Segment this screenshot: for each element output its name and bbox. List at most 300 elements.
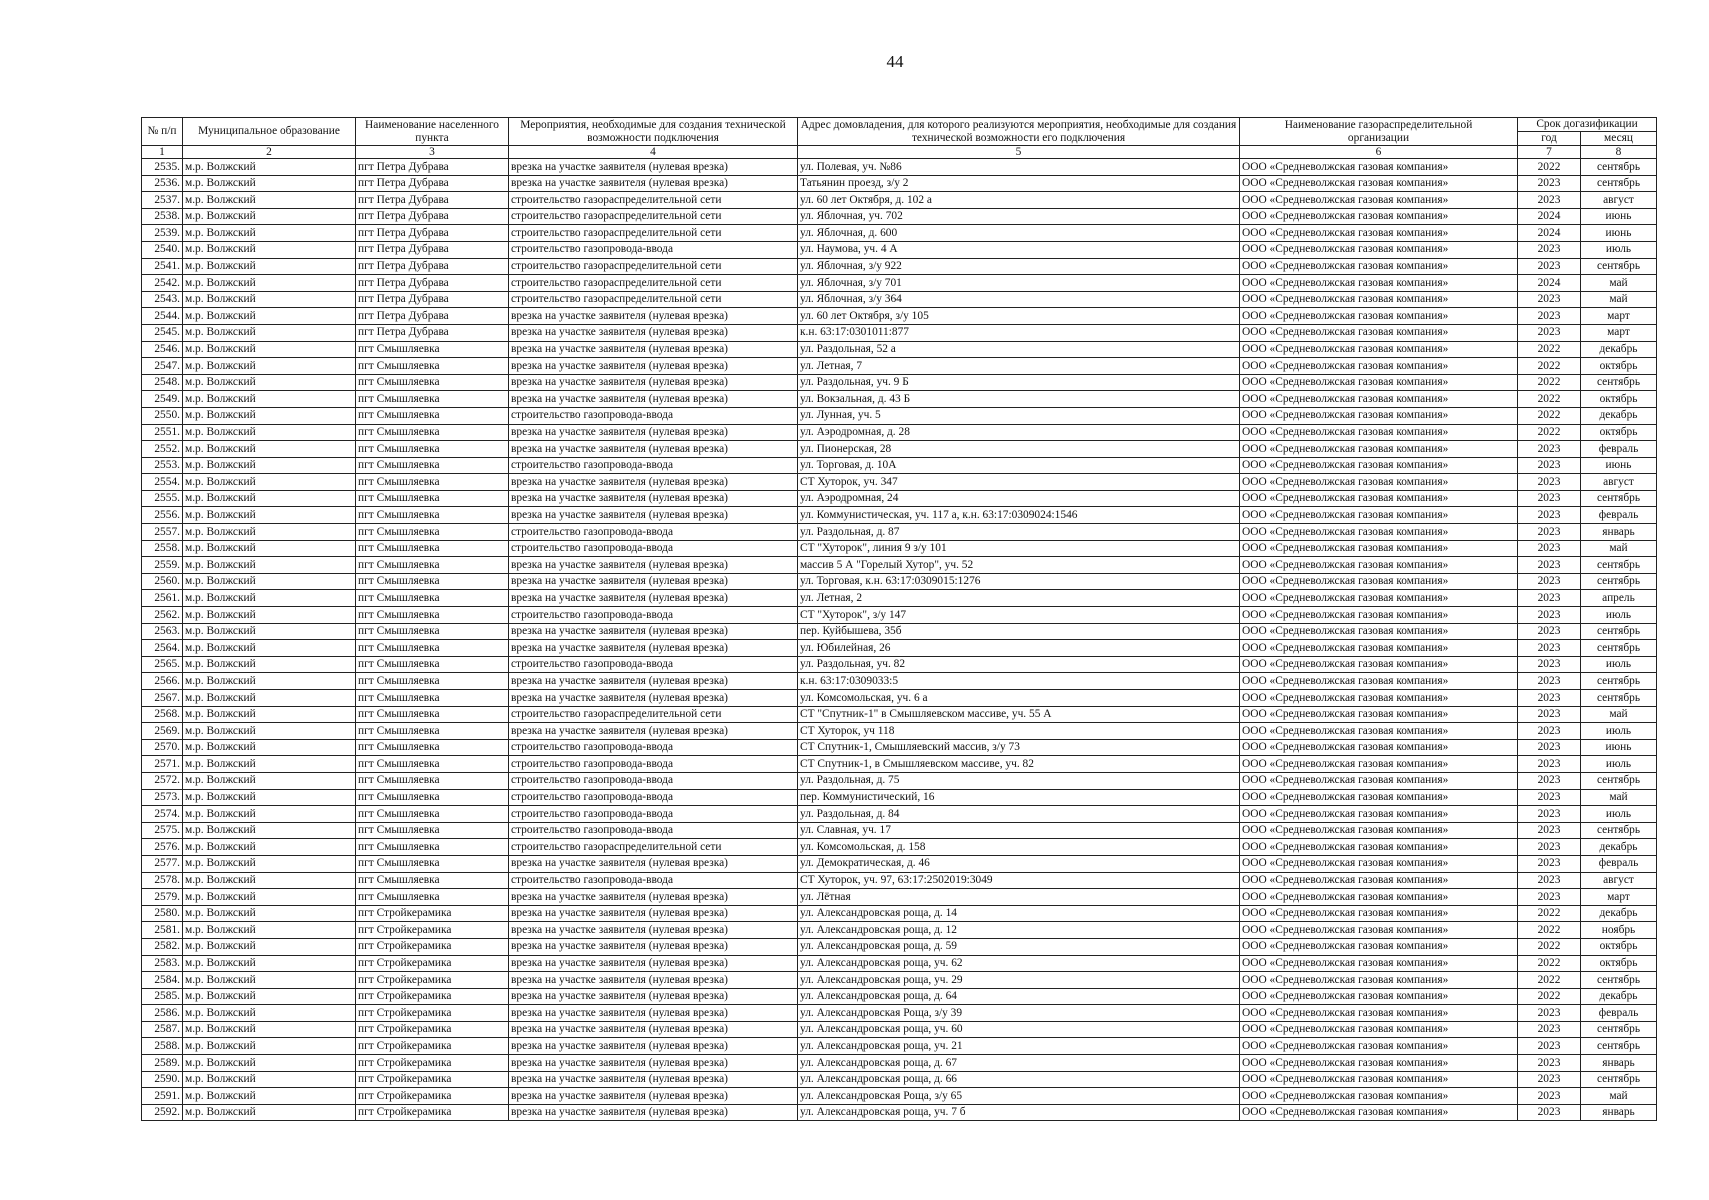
table-row [142,573,1657,590]
address-cell: СТ Хуторок, уч. 97, 63:17:2502019:3049 [798,872,1240,889]
year-cell: 2023 [1518,607,1581,624]
row-number: 2582. [142,938,183,955]
address-cell: СТ "Спутник-1" в Смышляевском массиве, уч. 55 А [798,706,1240,723]
measures-cell: врезка на участке заявителя (нулевая врезка) [509,623,798,640]
municipality-cell: м.р. Волжский [183,756,356,773]
municipality-cell: м.р. Волжский [183,656,356,673]
table-row [142,839,1657,856]
address-cell: СТ Хуторок, уч 118 [798,723,1240,740]
row-number: 2557. [142,524,183,541]
org-cell: ООО «Средневолжская газовая компания» [1240,1005,1518,1022]
year-cell: 2022 [1518,988,1581,1005]
org-cell: ООО «Средневолжская газовая компания» [1240,374,1518,391]
org-cell: ООО «Средневолжская газовая компания» [1240,507,1518,524]
month-cell: сентябрь [1581,1071,1657,1088]
month-cell: июль [1581,756,1657,773]
month-cell: август [1581,192,1657,209]
address-cell: ул. Юбилейная, 26 [798,640,1240,657]
row-number: 2556. [142,507,183,524]
municipality-cell: м.р. Волжский [183,673,356,690]
measures-cell: строительство газопровода-ввода [509,739,798,756]
municipality-cell: м.р. Волжский [183,690,356,707]
year-cell: 2024 [1518,275,1581,292]
row-number: 2564. [142,640,183,657]
row-number: 2589. [142,1055,183,1072]
org-cell: ООО «Средневолжская газовая компания» [1240,607,1518,624]
table-row [142,1021,1657,1038]
settlement-cell: пгт Стройкерамика [356,955,509,972]
row-number: 2563. [142,623,183,640]
org-cell: ООО «Средневолжская газовая компания» [1240,673,1518,690]
settlement-cell: пгт Петра Дубрава [356,225,509,242]
address-cell: ул. Александровская роща, уч. 21 [798,1038,1240,1055]
address-cell: ул. Славная, уч. 17 [798,822,1240,839]
year-cell: 2023 [1518,806,1581,823]
org-cell: ООО «Средневолжская газовая компания» [1240,275,1518,292]
year-cell: 2023 [1518,308,1581,325]
month-cell: сентябрь [1581,822,1657,839]
measures-cell: врезка на участке заявителя (нулевая врезка) [509,441,798,458]
table-row [142,706,1657,723]
month-cell: февраль [1581,1005,1657,1022]
row-number: 2546. [142,341,183,358]
municipality-cell: м.р. Волжский [183,1021,356,1038]
measures-cell: врезка на участке заявителя (нулевая врезка) [509,1055,798,1072]
address-cell: ул. Раздольная, уч. 82 [798,656,1240,673]
month-cell: июль [1581,607,1657,624]
measures-cell: строительство газораспределительной сети [509,291,798,308]
month-cell: декабрь [1581,988,1657,1005]
measures-cell: врезка на участке заявителя (нулевая врезка) [509,988,798,1005]
address-cell: ул. Комсомольская, д. 158 [798,839,1240,856]
measures-cell: врезка на участке заявителя (нулевая врезка) [509,1088,798,1105]
table-body [142,159,1657,1121]
settlement-cell: пгт Смышляевка [356,391,509,408]
table-row [142,441,1657,458]
org-cell: ООО «Средневолжская газовая компания» [1240,889,1518,906]
municipality-cell: м.р. Волжский [183,490,356,507]
month-cell: сентябрь [1581,159,1657,176]
org-cell: ООО «Средневолжская газовая компания» [1240,557,1518,574]
municipality-cell: м.р. Волжский [183,358,356,375]
org-cell: ООО «Средневолжская газовая компания» [1240,789,1518,806]
column-number: 2 [183,146,356,159]
municipality-cell: м.р. Волжский [183,1088,356,1105]
address-cell: массив 5 А "Горелый Хутор", уч. 52 [798,557,1240,574]
org-cell: ООО «Средневолжская газовая компания» [1240,972,1518,989]
month-cell: сентябрь [1581,175,1657,192]
month-cell: май [1581,1088,1657,1105]
header-num: № п/п [142,118,183,146]
table-row [142,358,1657,375]
address-cell: ул. Коммунистическая, уч. 117 а, к.н. 63:17:0309024:1546 [798,507,1240,524]
year-cell: 2023 [1518,872,1581,889]
table-row [142,690,1657,707]
municipality-cell: м.р. Волжский [183,474,356,491]
address-cell: ул. Торговая, д. 10А [798,457,1240,474]
month-cell: октябрь [1581,424,1657,441]
address-cell: ул. Торговая, к.н. 63:17:0309015:1276 [798,573,1240,590]
org-cell: ООО «Средневолжская газовая компания» [1240,822,1518,839]
column-number: 3 [356,146,509,159]
org-cell: ООО «Средневолжская газовая компания» [1240,656,1518,673]
measures-cell: строительство газопровода-ввода [509,457,798,474]
settlement-cell: пгт Петра Дубрава [356,275,509,292]
year-cell: 2023 [1518,258,1581,275]
settlement-cell: пгт Стройкерамика [356,938,509,955]
settlement-cell: пгт Стройкерамика [356,1038,509,1055]
settlement-cell: пгт Смышляевка [356,623,509,640]
table-row [142,607,1657,624]
row-number: 2583. [142,955,183,972]
measures-cell: строительство газораспределительной сети [509,192,798,209]
month-cell: сентябрь [1581,374,1657,391]
table-row [142,391,1657,408]
year-cell: 2023 [1518,822,1581,839]
month-cell: апрель [1581,590,1657,607]
year-cell: 2022 [1518,922,1581,939]
table-row [142,457,1657,474]
year-cell: 2023 [1518,1104,1581,1121]
settlement-cell: пгт Петра Дубрава [356,192,509,209]
table-row [142,806,1657,823]
address-cell: ул. Яблочная, з/у 922 [798,258,1240,275]
year-cell: 2023 [1518,706,1581,723]
address-cell: ул. 60 лет Октября, д. 102 а [798,192,1240,209]
row-number: 2558. [142,540,183,557]
address-cell: СТ Спутник-1, в Смышляевском массиве, уч. 82 [798,756,1240,773]
column-number: 4 [509,146,798,159]
measures-cell: врезка на участке заявителя (нулевая врезка) [509,424,798,441]
table-row [142,424,1657,441]
row-number: 2565. [142,656,183,673]
year-cell: 2022 [1518,358,1581,375]
month-cell: июнь [1581,225,1657,242]
municipality-cell: м.р. Волжский [183,1071,356,1088]
measures-cell: строительство газопровода-ввода [509,756,798,773]
org-cell: ООО «Средневолжская газовая компания» [1240,839,1518,856]
settlement-cell: пгт Стройкерамика [356,988,509,1005]
row-number: 2568. [142,706,183,723]
row-number: 2581. [142,922,183,939]
measures-cell: врезка на участке заявителя (нулевая врезка) [509,374,798,391]
address-cell: ул. Яблочная, д. 600 [798,225,1240,242]
month-cell: май [1581,789,1657,806]
header-org: Наименование газораспределительной организации [1240,118,1518,146]
org-cell: ООО «Средневолжская газовая компания» [1240,706,1518,723]
year-cell: 2022 [1518,391,1581,408]
settlement-cell: пгт Смышляевка [356,341,509,358]
address-cell: ул. Летная, 2 [798,590,1240,607]
settlement-cell: пгт Смышляевка [356,507,509,524]
year-cell: 2023 [1518,441,1581,458]
measures-cell: строительство газораспределительной сети [509,208,798,225]
municipality-cell: м.р. Волжский [183,441,356,458]
municipality-cell: м.р. Волжский [183,640,356,657]
month-cell: октябрь [1581,391,1657,408]
row-number: 2585. [142,988,183,1005]
address-cell: ул. Александровская Роща, з/у 65 [798,1088,1240,1105]
month-cell: декабрь [1581,905,1657,922]
year-cell: 2023 [1518,457,1581,474]
municipality-cell: м.р. Волжский [183,988,356,1005]
org-cell: ООО «Средневолжская газовая компания» [1240,872,1518,889]
municipality-cell: м.р. Волжский [183,1038,356,1055]
table-row [142,324,1657,341]
municipality-cell: м.р. Волжский [183,955,356,972]
year-cell: 2022 [1518,341,1581,358]
address-cell: ул. Раздольная, уч. 9 Б [798,374,1240,391]
address-cell: ул. Наумова, уч. 4 А [798,241,1240,258]
measures-cell: врезка на участке заявителя (нулевая врезка) [509,1021,798,1038]
measures-cell: врезка на участке заявителя (нулевая врезка) [509,358,798,375]
row-number: 2569. [142,723,183,740]
year-cell: 2022 [1518,955,1581,972]
year-cell: 2023 [1518,291,1581,308]
address-cell: ул. 60 лет Октября, з/у 105 [798,308,1240,325]
measures-cell: врезка на участке заявителя (нулевая врезка) [509,938,798,955]
municipality-cell: м.р. Волжский [183,623,356,640]
municipality-cell: м.р. Волжский [183,789,356,806]
org-cell: ООО «Средневолжская газовая компания» [1240,341,1518,358]
municipality-cell: м.р. Волжский [183,391,356,408]
measures-cell: строительство газопровода-ввода [509,407,798,424]
table-row [142,1055,1657,1072]
settlement-cell: пгт Смышляевка [356,806,509,823]
row-number: 2548. [142,374,183,391]
settlement-cell: пгт Петра Дубрава [356,175,509,192]
row-number: 2584. [142,972,183,989]
year-cell: 2022 [1518,905,1581,922]
year-cell: 2023 [1518,1005,1581,1022]
table-row [142,872,1657,889]
address-cell: ул. Аэродромная, д. 28 [798,424,1240,441]
address-cell: ул. Раздольная, д. 84 [798,806,1240,823]
measures-cell: строительство газопровода-ввода [509,789,798,806]
month-cell: февраль [1581,441,1657,458]
settlement-cell: пгт Стройкерамика [356,1104,509,1121]
org-cell: ООО «Средневолжская газовая компания» [1240,391,1518,408]
org-cell: ООО «Средневолжская газовая компания» [1240,573,1518,590]
municipality-cell: м.р. Волжский [183,308,356,325]
measures-cell: строительство газопровода-ввода [509,806,798,823]
municipality-cell: м.р. Волжский [183,590,356,607]
municipality-cell: м.р. Волжский [183,855,356,872]
month-cell: сентябрь [1581,673,1657,690]
org-cell: ООО «Средневолжская газовая компания» [1240,623,1518,640]
table-row [142,590,1657,607]
municipality-cell: м.р. Волжский [183,225,356,242]
month-cell: октябрь [1581,358,1657,375]
address-cell: пер. Коммунистический, 16 [798,789,1240,806]
measures-cell: врезка на участке заявителя (нулевая врезка) [509,1104,798,1121]
measures-cell: врезка на участке заявителя (нулевая врезка) [509,590,798,607]
month-cell: май [1581,291,1657,308]
table-row [142,623,1657,640]
header-month: месяц [1581,132,1657,146]
table-row [142,822,1657,839]
month-cell: сентябрь [1581,490,1657,507]
municipality-cell: м.р. Волжский [183,1104,356,1121]
year-cell: 2022 [1518,159,1581,176]
table-row [142,739,1657,756]
table-row [142,972,1657,989]
year-cell: 2022 [1518,938,1581,955]
address-cell: ул. Раздольная, 52 а [798,341,1240,358]
year-cell: 2023 [1518,490,1581,507]
month-cell: март [1581,308,1657,325]
table-row [142,474,1657,491]
org-cell: ООО «Средневолжская газовая компания» [1240,457,1518,474]
measures-cell: врезка на участке заявителя (нулевая врезка) [509,341,798,358]
measures-cell: врезка на участке заявителя (нулевая врезка) [509,308,798,325]
table-row [142,889,1657,906]
municipality-cell: м.р. Волжский [183,275,356,292]
settlement-cell: пгт Стройкерамика [356,1021,509,1038]
org-cell: ООО «Средневолжская газовая компания» [1240,590,1518,607]
gasification-table [141,117,1657,1121]
year-cell: 2023 [1518,723,1581,740]
month-cell: октябрь [1581,938,1657,955]
municipality-cell: м.р. Волжский [183,241,356,258]
year-cell: 2023 [1518,573,1581,590]
month-cell: сентябрь [1581,623,1657,640]
org-cell: ООО «Средневолжская газовая компания» [1240,756,1518,773]
row-number: 2560. [142,573,183,590]
month-cell: сентябрь [1581,772,1657,789]
measures-cell: врезка на участке заявителя (нулевая врезка) [509,889,798,906]
table-row [142,540,1657,557]
municipality-cell: м.р. Волжский [183,374,356,391]
address-cell: Татьянин проезд, з/у 2 [798,175,1240,192]
org-cell: ООО «Средневолжская газовая компания» [1240,739,1518,756]
measures-cell: врезка на участке заявителя (нулевая врезка) [509,640,798,657]
org-cell: ООО «Средневолжская газовая компания» [1240,1038,1518,1055]
settlement-cell: пгт Петра Дубрава [356,291,509,308]
settlement-cell: пгт Смышляевка [356,889,509,906]
header-year: год [1518,132,1581,146]
address-cell: ул. Лунная, уч. 5 [798,407,1240,424]
row-number: 2539. [142,225,183,242]
settlement-cell: пгт Смышляевка [356,789,509,806]
measures-cell: врезка на участке заявителя (нулевая врезка) [509,723,798,740]
municipality-cell: м.р. Волжский [183,972,356,989]
row-number: 2571. [142,756,183,773]
month-cell: март [1581,324,1657,341]
org-cell: ООО «Средневолжская газовая компания» [1240,855,1518,872]
address-cell: ул. Яблочная, уч. 702 [798,208,1240,225]
address-cell: ул. Раздольная, д. 87 [798,524,1240,541]
header-settlement: Наименование населенного пункта [356,118,509,146]
row-number: 2559. [142,557,183,574]
municipality-cell: м.р. Волжский [183,424,356,441]
settlement-cell: пгт Смышляевка [356,822,509,839]
settlement-cell: пгт Смышляевка [356,656,509,673]
table-row [142,656,1657,673]
table-row [142,1104,1657,1121]
header-address: Адрес домовладения, для которого реализуются мероприятия, необходимые для создания технической возможности его подключения [798,118,1240,146]
org-cell: ООО «Средневолжская газовая компания» [1240,723,1518,740]
row-number: 2570. [142,739,183,756]
measures-cell: строительство газораспределительной сети [509,275,798,292]
settlement-cell: пгт Смышляевка [356,490,509,507]
settlement-cell: пгт Смышляевка [356,872,509,889]
address-cell: СТ "Хуторок", з/у 147 [798,607,1240,624]
municipality-cell: м.р. Волжский [183,905,356,922]
municipality-cell: м.р. Волжский [183,938,356,955]
row-number: 2572. [142,772,183,789]
measures-cell: врезка на участке заявителя (нулевая врезка) [509,1005,798,1022]
address-cell: ул. Александровская роща, уч. 29 [798,972,1240,989]
settlement-cell: пгт Смышляевка [356,407,509,424]
measures-cell: врезка на участке заявителя (нулевая врезка) [509,324,798,341]
measures-cell: строительство газораспределительной сети [509,706,798,723]
year-cell: 2024 [1518,208,1581,225]
year-cell: 2023 [1518,1021,1581,1038]
municipality-cell: м.р. Волжский [183,407,356,424]
row-number: 2537. [142,192,183,209]
year-cell: 2023 [1518,739,1581,756]
year-cell: 2023 [1518,673,1581,690]
org-cell: ООО «Средневолжская газовая компания» [1240,192,1518,209]
address-cell: ул. Яблочная, з/у 701 [798,275,1240,292]
month-cell: июнь [1581,457,1657,474]
year-cell: 2023 [1518,889,1581,906]
org-cell: ООО «Средневолжская газовая компания» [1240,690,1518,707]
year-cell: 2023 [1518,772,1581,789]
year-cell: 2023 [1518,1088,1581,1105]
municipality-cell: м.р. Волжский [183,922,356,939]
settlement-cell: пгт Смышляевка [356,474,509,491]
municipality-cell: м.р. Волжский [183,291,356,308]
row-number: 2573. [142,789,183,806]
address-cell: ул. Александровская роща, д. 14 [798,905,1240,922]
table-row [142,772,1657,789]
table-row [142,855,1657,872]
settlement-cell: пгт Смышляевка [356,706,509,723]
page-number: 44 [886,52,904,71]
year-cell: 2023 [1518,175,1581,192]
row-number: 2575. [142,822,183,839]
row-number: 2549. [142,391,183,408]
year-cell: 2024 [1518,225,1581,242]
year-cell: 2023 [1518,324,1581,341]
settlement-cell: пгт Смышляевка [356,756,509,773]
table-row [142,922,1657,939]
municipality-cell: м.р. Волжский [183,839,356,856]
year-cell: 2023 [1518,623,1581,640]
month-cell: январь [1581,1104,1657,1121]
org-cell: ООО «Средневолжская газовая компания» [1240,806,1518,823]
month-cell: январь [1581,1055,1657,1072]
month-cell: май [1581,275,1657,292]
measures-cell: строительство газораспределительной сети [509,225,798,242]
org-cell: ООО «Средневолжская газовая компания» [1240,905,1518,922]
address-cell: ул. Летная, 7 [798,358,1240,375]
org-cell: ООО «Средневолжская газовая компания» [1240,922,1518,939]
row-number: 2536. [142,175,183,192]
year-cell: 2023 [1518,557,1581,574]
month-cell: июль [1581,241,1657,258]
table-row [142,490,1657,507]
settlement-cell: пгт Смышляевка [356,739,509,756]
address-cell: ул. Александровская роща, д. 66 [798,1071,1240,1088]
measures-cell: врезка на участке заявителя (нулевая врезка) [509,391,798,408]
measures-cell: врезка на участке заявителя (нулевая врезка) [509,557,798,574]
settlement-cell: пгт Стройкерамика [356,1055,509,1072]
year-cell: 2023 [1518,839,1581,856]
table-row [142,374,1657,391]
